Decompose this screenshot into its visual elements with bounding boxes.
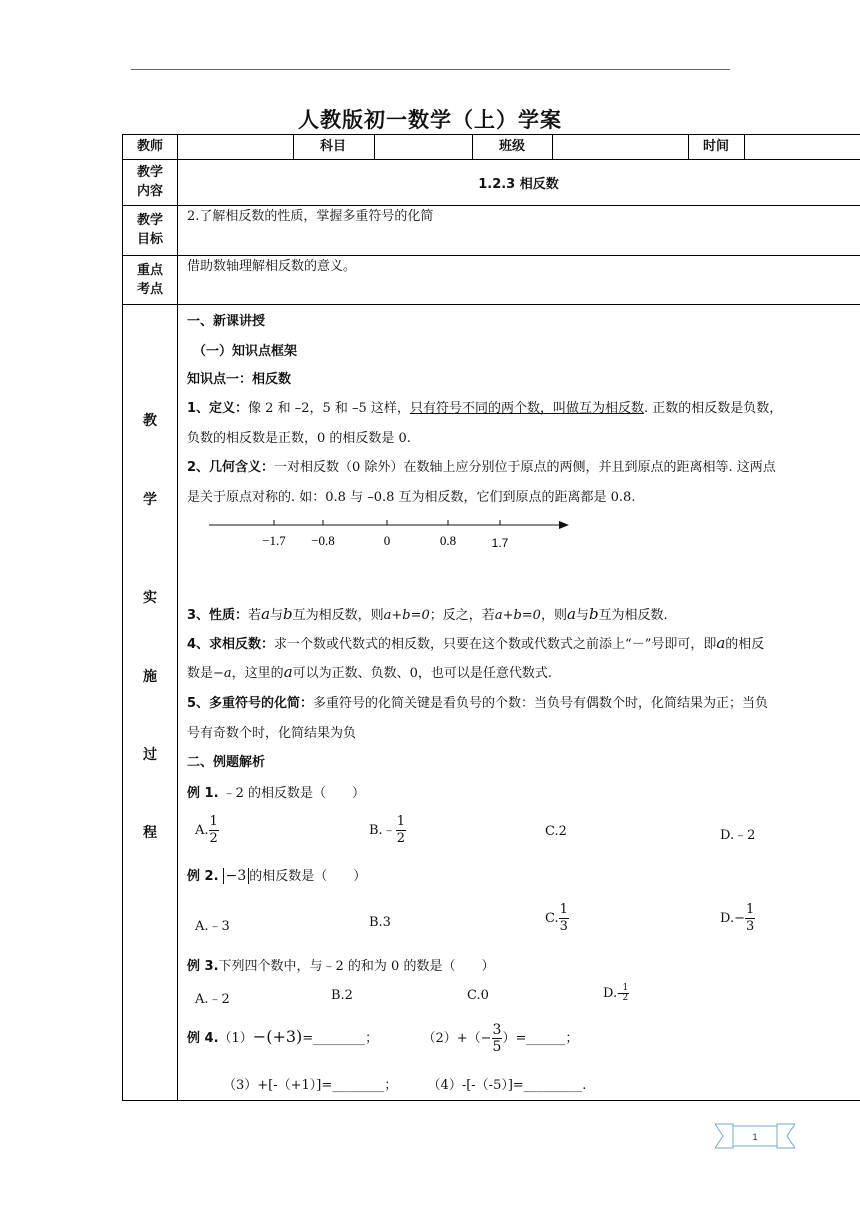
example-2-option-d: D.− $\frac{1}{3}$ [720, 902, 755, 934]
example-1-question: 例 1. ﹣2 的相反数是（ ） [187, 786, 366, 801]
content-label: 教学 内容 [123, 159, 178, 205]
process-char-3: 实 [143, 590, 157, 606]
goal-row [122, 205, 860, 256]
tick-label: 1.7 [491, 536, 509, 550]
example-3-option-c: C.0 [467, 988, 489, 1003]
goal-label: 教学 目标 [123, 205, 178, 255]
process-char-2: 学 [143, 492, 157, 508]
content-row [122, 159, 860, 206]
page-number-ribbon [715, 1122, 795, 1150]
subject-label: 科目 [319, 139, 346, 154]
class-label: 班级 [498, 139, 525, 154]
multi-sign-line-2: 号有奇数个时，化简结果为负 [187, 726, 357, 741]
example-3-question: 例 3.下列四个数中，与﹣2 的和为 0 的数是（ ） [187, 959, 495, 974]
subsection-framework: （一）知识点框架 [193, 344, 298, 359]
tick-label: −1.7 [262, 533, 286, 548]
geometry-line-1: 2、几何含义：一对相反数（0 除外）在数轴上应分别位于原点的两侧，并且到原点的距离相等. 这两点 [187, 460, 776, 475]
process-char-4: 施 [143, 669, 157, 685]
page-number: 1 [752, 1132, 758, 1142]
definition-line-2: 负数的相反数是正数，0 的相反数是 0. [187, 431, 411, 446]
key-label: 重点 考点 [123, 255, 178, 304]
number-line [203, 514, 603, 554]
example-1-option-b: B.﹣ $\frac{1}{2}$ [369, 814, 405, 846]
multi-sign-line-1: 5、多重符号的化简：多重符号的化简关键是看负号的个数：当负号有偶数个时，化简结果为正；当负 [187, 696, 769, 711]
key-row [122, 255, 860, 305]
teacher-label: 教师 [136, 139, 163, 154]
time-label: 时间 [702, 139, 729, 154]
example-4-line-1: 例 4.（1）−(+3)=________； （2）+（− $\frac{3}{5}$ ）=______； [187, 1022, 579, 1055]
process-row [122, 304, 860, 1101]
example-2-question: 例 2. −3 的相反数是（ ） [187, 868, 367, 884]
process-char-6: 程 [143, 825, 157, 841]
header-rule [131, 69, 730, 70]
example-4-line-2: （3）+[-（+1）]=________； （4）-[-（-5）]=_________. [223, 1078, 587, 1093]
process-char-1: 教 [143, 413, 157, 429]
example-1-option-d: D.﹣2 [720, 828, 756, 843]
process-char-5: 过 [143, 747, 157, 763]
example-2-option-c: C. $\frac{1}{3}$ [545, 902, 568, 934]
example-3-option-b: B.2 [331, 988, 353, 1003]
example-2-option-a: A.﹣3 [195, 919, 230, 934]
goal-value: 2.了解相反数的性质，掌握多重符号的化简 [187, 209, 434, 224]
knowledge-point-1: 知识点一：相反数 [187, 372, 292, 387]
info-header-row [122, 134, 860, 160]
example-3-option-a: A.﹣2 [195, 992, 230, 1007]
tick-label: 0.8 [439, 533, 457, 548]
example-1-option-c: C.2 [545, 824, 567, 839]
content-value: 1.2.3 相反数 [478, 177, 559, 192]
property-line: 3、性质：若a与b互为相反数，则a+b=0；反之，若a+b=0，则a与b互为相反数. [187, 605, 668, 623]
tick-label: −0.8 [311, 533, 335, 548]
tick-label: 0 [383, 533, 391, 548]
section-new-lesson: 一、新课讲授 [187, 314, 266, 329]
find-opposite-line-1: 4、求相反数：求一个数或代数式的相反数，只要在这个数或代数式之前添上“－”号即可，即a的相反 [187, 634, 765, 652]
example-3-option-d: D.- $\frac{1}{2}$ [603, 983, 629, 1003]
example-2-option-b: B.3 [369, 915, 391, 930]
geometry-line-2: 是关于原点对称的. 如：0.8 与 –0.8 互为相反数，它们到原点的距离都是 0.8. [187, 490, 636, 505]
find-opposite-line-2: 数是−a，这里的a可以为正数、负数、0，也可以是任意代数式. [187, 663, 553, 681]
section-examples: 二、例题解析 [187, 755, 266, 770]
key-value: 借助数轴理解相反数的意义。 [187, 259, 357, 274]
definition-line-1: 1、定义：像 2 和 –2，5 和 –5 这样，只有符号不同的两个数，叫做互为相反数. 正数的相反数是负数， [187, 401, 783, 416]
example-1-option-a: A. $\frac{1}{2}$ [195, 814, 218, 846]
document-title: 人教版初一数学（上）学案 [298, 108, 562, 132]
